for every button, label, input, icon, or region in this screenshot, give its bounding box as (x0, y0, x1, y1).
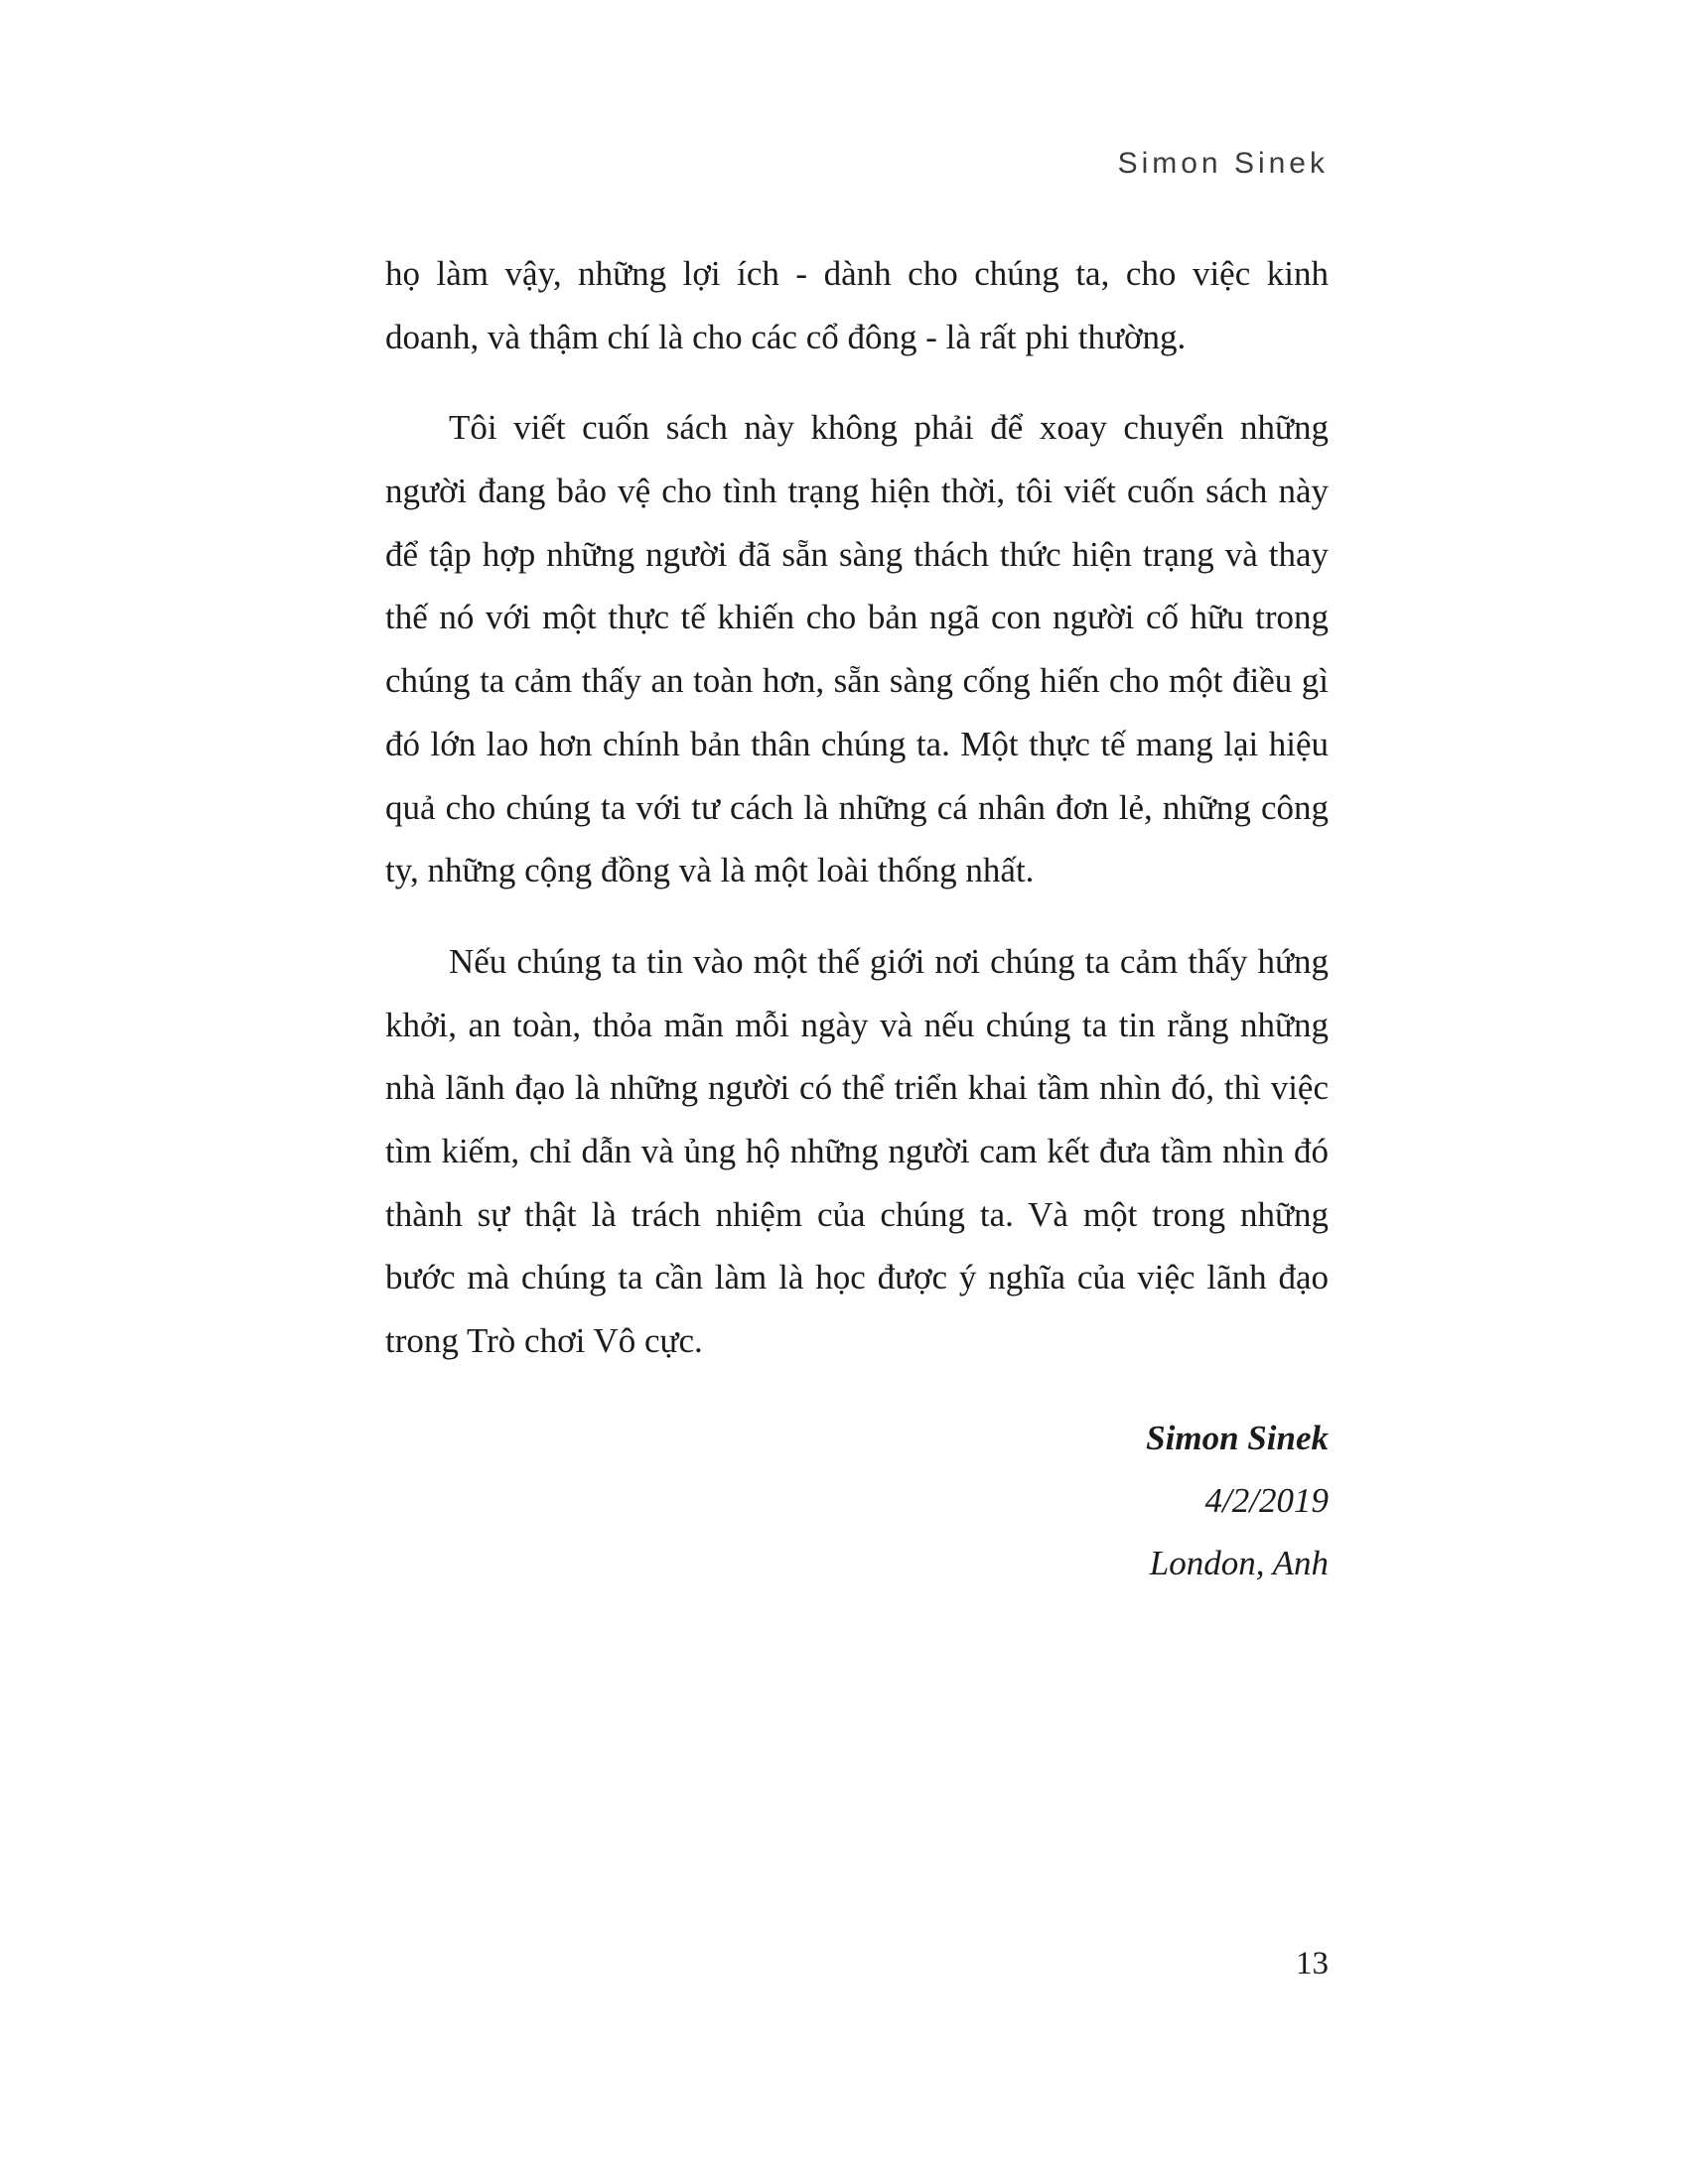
signature-date: 4/2/2019 (1204, 1480, 1329, 1520)
signature-name: Simon Sinek (1146, 1418, 1329, 1457)
signature-block (385, 1407, 1329, 1594)
running-header-author: Simon Sinek (1117, 147, 1329, 180)
paragraph-continuation: họ làm vậy, những lợi ích - dành cho chúng ta, cho việc kinh doanh, và thậm chí là cho các cổ đông - là rất phi thường. (385, 254, 1329, 356)
signature-location: London, Anh (1149, 1543, 1329, 1582)
paragraph: Nếu chúng ta tin vào một thế giới nơi chúng ta cảm thấy hứng khởi, an toàn, thỏa mãn mỗi ngày và nếu chúng ta tin rằng những nhà lãnh đạo là những người có thể triển khai tầm nhìn đó, thì việc tìm kiếm, chỉ dẫn và ủng hộ những người cam kết đưa tầm nhìn đó thành sự thật là trách nhiệm của chúng ta. Và một trong những bước mà chúng ta cần làm là học được ý nghĩa của việc lãnh đạo trong Trò chơi Vô cực. (385, 941, 1329, 1360)
text-column (385, 147, 1329, 1594)
paragraph: Tôi viết cuốn sách này không phải để xoay chuyển những người đang bảo vệ cho tình trạng hiện thời, tôi viết cuốn sách này để tập hợp những người đã sẵn sàng thách thức hiện trạng và thay thế nó với một thực tế khiến cho bản ngã con người cố hữu trong chúng ta cảm thấy an toàn hơn, sẵn sàng cống hiến cho một điều gì đó lớn lao hơn chính bản thân chúng ta. Một thực tế mang lại hiệu quả cho chúng ta với tư cách là những cá nhân đơn lẻ, những công ty, những cộng đồng và là một loài thống nhất. (385, 408, 1329, 890)
body-text (385, 242, 1329, 1373)
page-number: 13 (1296, 1946, 1329, 1981)
